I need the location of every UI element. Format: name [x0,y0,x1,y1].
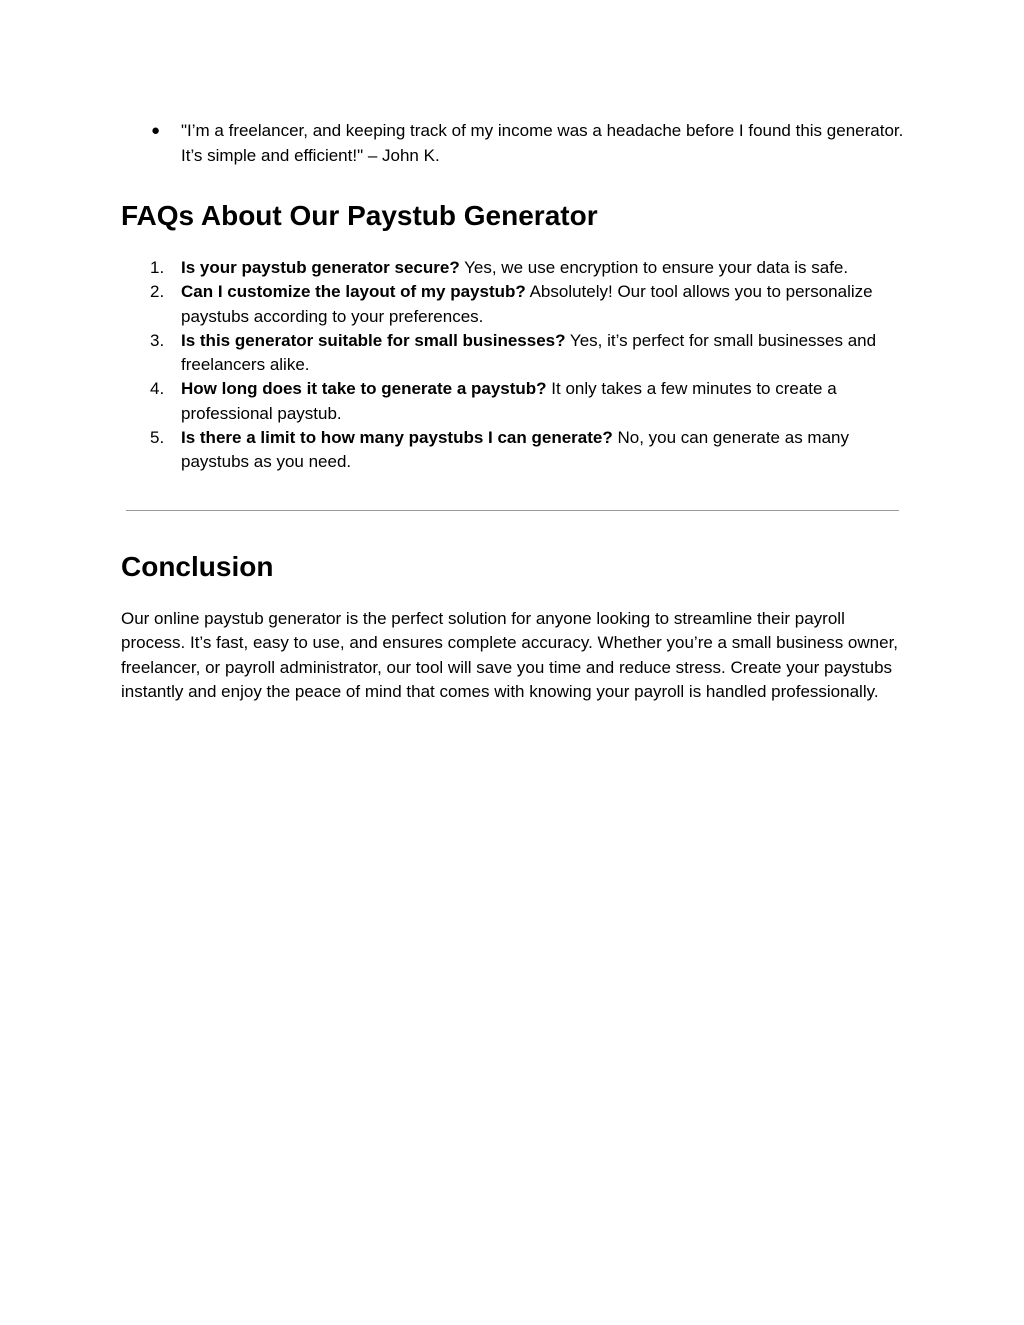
faq-answer: Yes, it’s perfect for small businesses and freelancers alike. [181,330,877,375]
bullet-icon: ● [151,122,161,139]
faq-number: 5. [150,428,165,448]
faq-answer: Absolutely! Our tool allows you to personalize paystubs according to your preferences. [181,282,873,326]
faq-list [121,256,906,475]
testimonial-item [121,119,906,168]
faq-question: Can I customize the layout of my paystub? [181,282,526,302]
faq-number: 3. [150,330,165,350]
faq-item [121,280,906,329]
faq-question: Is there a limit to how many paystubs I can generate? [181,428,613,448]
faq-answer: Yes, we use encryption to ensure your data is safe. [459,258,849,277]
faq-question: Is your paystub generator secure? [181,258,460,277]
faq-item [121,256,906,280]
faq-question: Is this generator suitable for small businesses? [181,330,566,350]
faq-number: 2. [150,282,165,302]
faq-heading: FAQs About Our Paystub Generator [121,200,598,231]
faq-item [121,426,906,475]
conclusion-paragraph: Our online paystub generator is the perfect solution for anyone looking to streamline their payroll process. It’s fast, easy to use, and ensures complete accuracy. Whether you’re a small business owner, freelancer, or payroll administrator, our tool will save you time and reduce stress. Create your paystubs instantly and enjoy the peace of mind that comes with knowing your payroll is handled professionally. [121,609,899,701]
faq-number: 4. [150,379,165,399]
faq-number: 1. [150,258,165,277]
faq-answer: No, you can generate as many paystubs as you need. [181,428,849,472]
testimonial-text: "I’m a freelancer, and keeping track of my income was a headache before I found this generator. It’s simple and efficient!" – John K. [181,121,904,165]
faq-item [121,329,906,378]
faq-question: How long does it take to generate a paystub? [181,379,547,399]
faq-answer: It only takes a few minutes to create a professional paystub. [181,379,837,423]
faq-item [121,377,906,426]
conclusion-heading: Conclusion [121,551,274,582]
horizontal-divider [126,510,899,511]
testimonial-list [121,119,906,168]
